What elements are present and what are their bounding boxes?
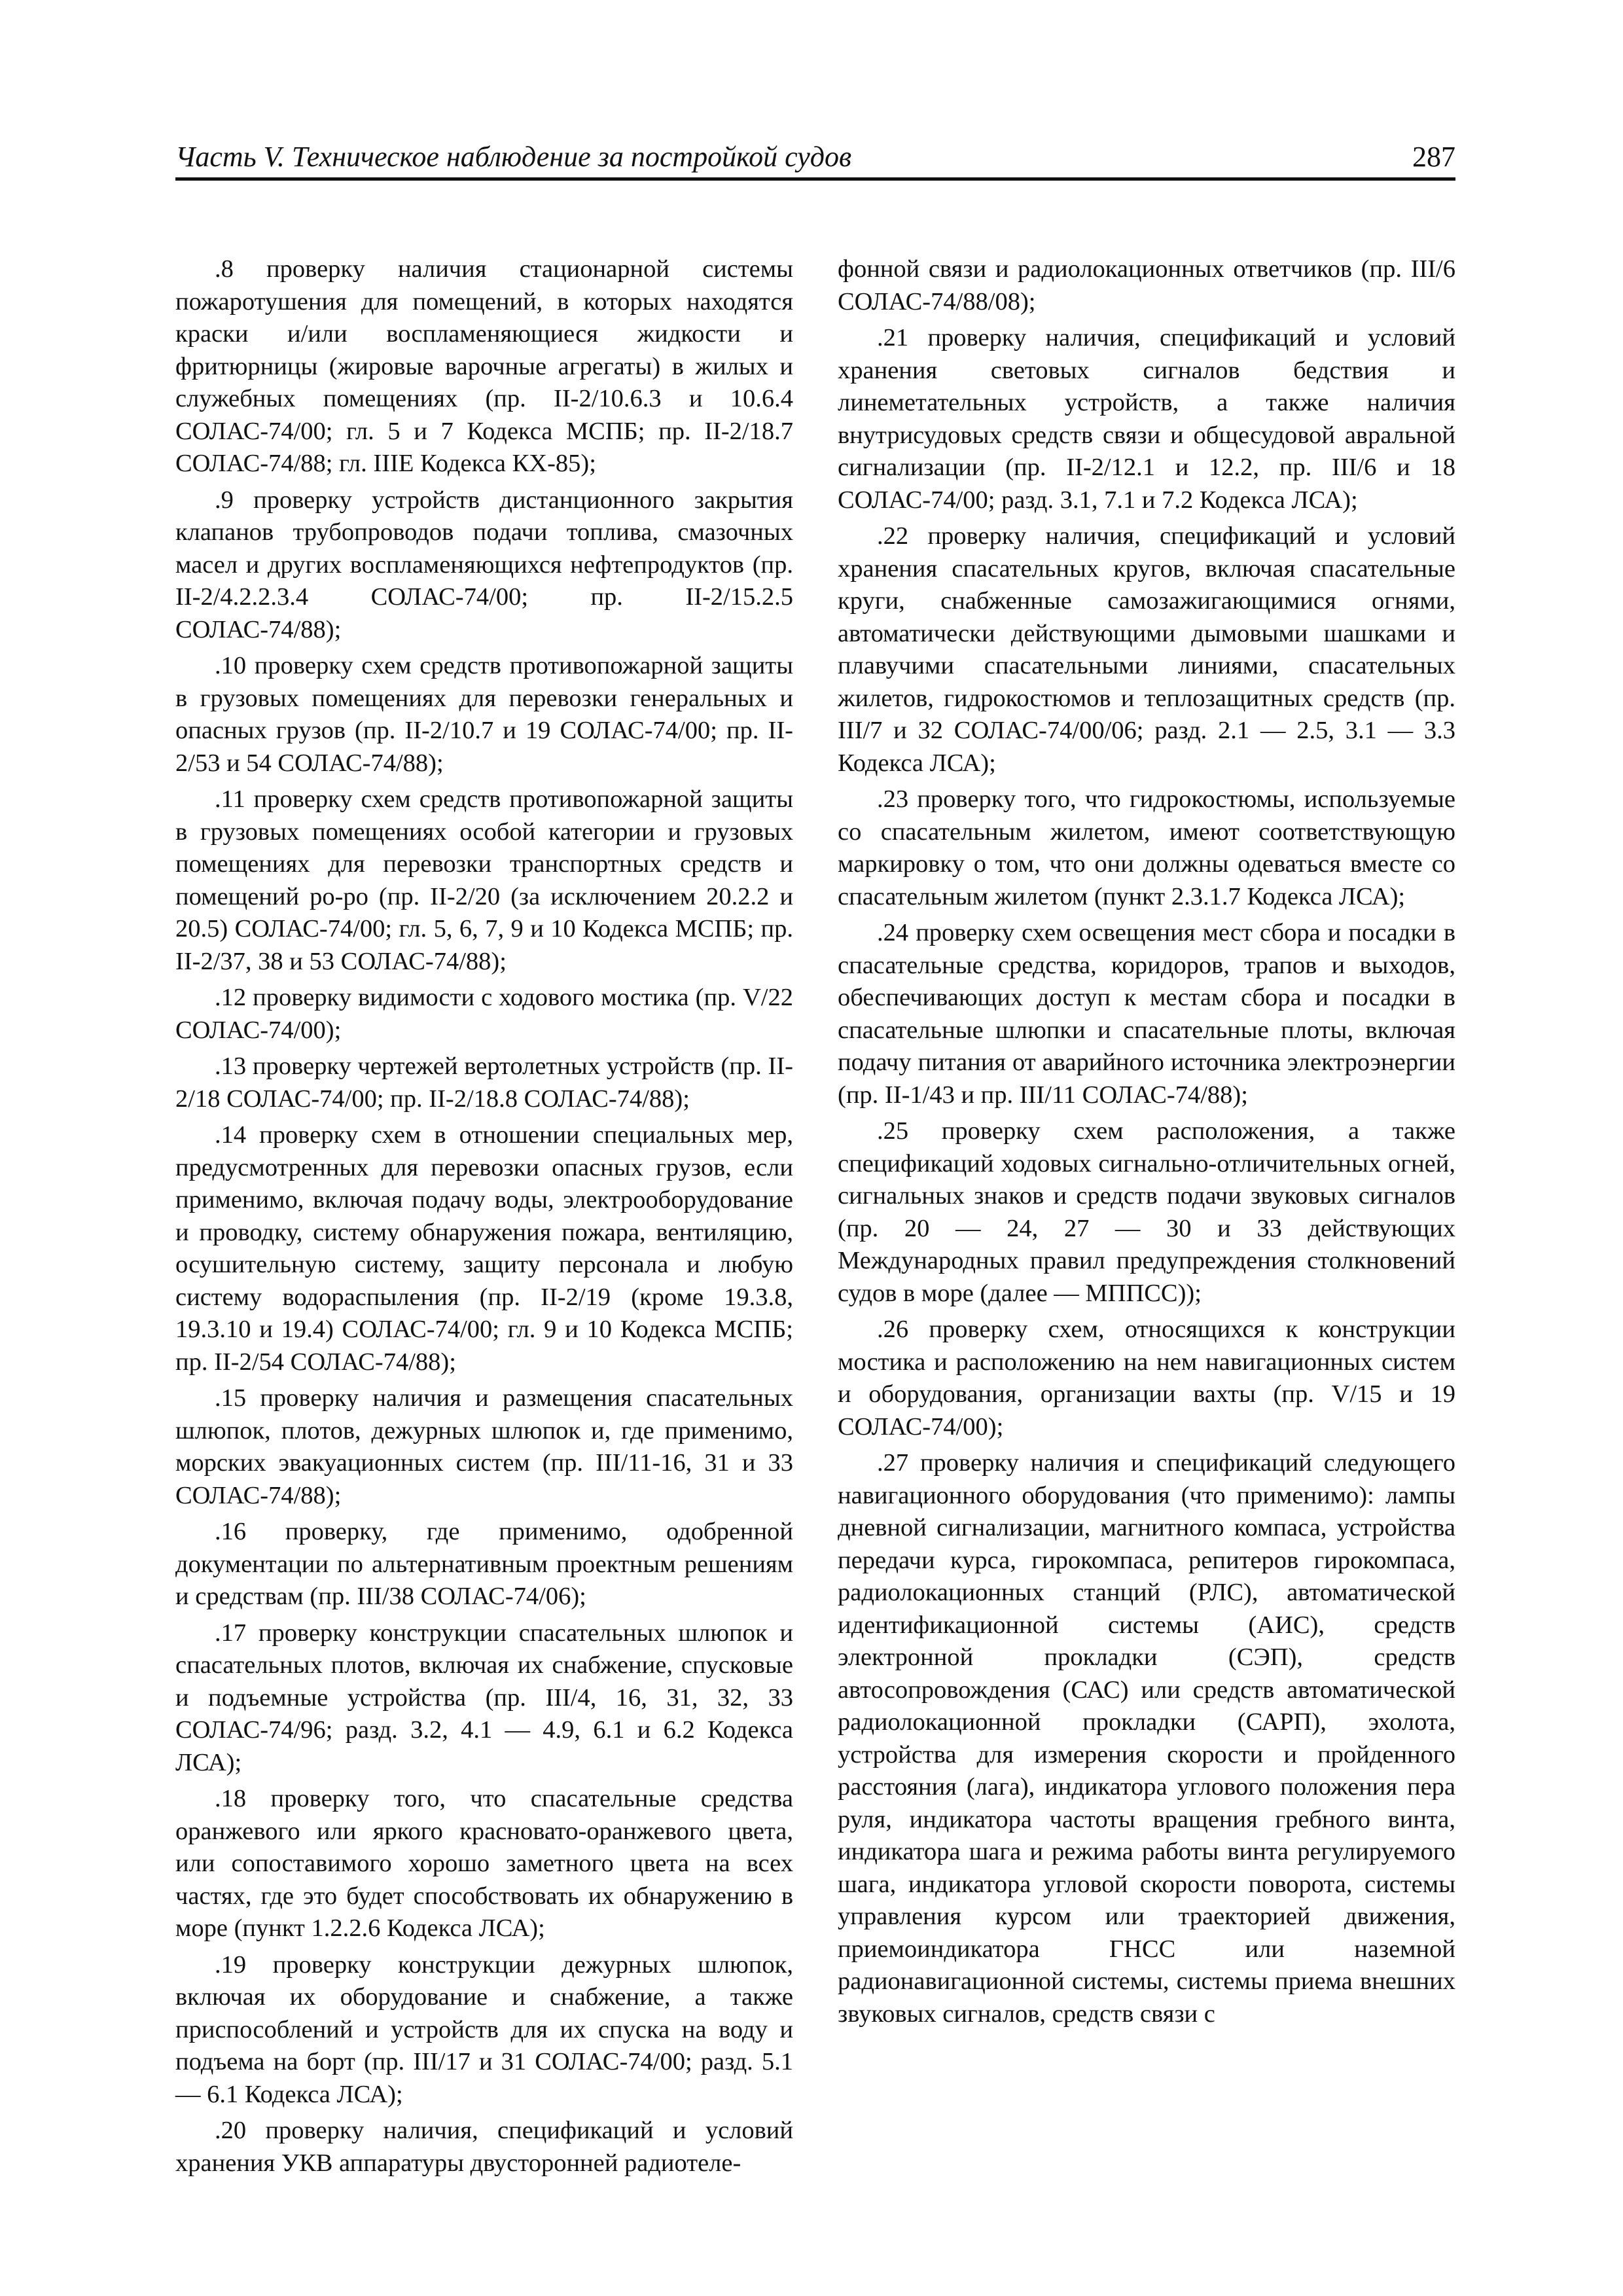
- paragraph-12: .12 проверку видимости с ходового мостика (пр. V/22 СОЛАС-74/00);: [175, 984, 793, 1044]
- right-column: [838, 253, 1455, 2034]
- paragraph-9: .9 проверку устройств дистанционного закрытия клапанов трубопроводов подачи топлива, смазочных масел и других воспламеняющихся нефтепродуктов (пр. II-2/4.2.2.3.4 СОЛАС-74/00; пр. II-2/15.2.5 СОЛАС-74/88);: [175, 486, 793, 643]
- paragraph-17: .17 проверку конструкции спасательных шлюпок и спасательных плотов, включая их снабжение, спусковые и подъемные устройства (пр. III/4, 16, 31, 32, 33 СОЛАС-74/96; разд. 3.2, 4.1 — 4.9, 6.1 и 6.2 Кодекса ЛСА);: [175, 1619, 793, 1776]
- paragraph-14: .14 проверку схем в отношении специальных мер, предусмотренных для перевозки опасных грузов, если применимо, включая подачу воды, электрооборудование и проводку, систему обнаружения пожара, вентиляцию, осушительную систему, защиту персонала и любую систему водораспыления (пр. II-2/19 (кроме 19.3.8, 19.3.10 и 19.4) СОЛАС-74/00; гл. 9 и 10 Кодекса МСПБ; пр. II-2/54 СОЛАС-74/88);: [175, 1121, 793, 1376]
- header-title: Часть V. Техническое наблюдение за постройкой судов: [175, 141, 852, 173]
- paragraph-15: .15 проверку наличия и размещения спасательных шлюпок, плотов, дежурных шлюпок и, где применимо, морских эвакуационных систем (пр. III/11-16, 31 и 33 СОЛАС-74/88);: [175, 1384, 793, 1509]
- header-rule: [175, 177, 1455, 181]
- paragraph-10: .10 проверку схем средств противопожарной защиты в грузовых помещениях для перевозки генеральных и опасных грузов (пр. II-2/10.7 и 19 СОЛАС-74/00; пр. II-2/53 и 54 СОЛАС-74/88);: [175, 652, 793, 777]
- paragraph-21: .21 проверку наличия, спецификаций и условий хранения световых сигналов бедствия и линеметательных устройств, а также наличия внутрисудовых средств связи и общесудовой авральной сигнализации (пр. II-2/12.1 и 12.2, пр. III/6 и 18 СОЛАС-74/00; разд. 3.1, 7.1 и 7.2 Кодекса ЛСА);: [838, 324, 1455, 514]
- left-column: [175, 253, 793, 2183]
- page-number: 287: [1412, 141, 1455, 173]
- paragraph-25: .25 проверку схем расположения, а также спецификаций ходовых сигнально-отличительных огней, сигнальных знаков и средств подачи звуковых сигналов (пр. 20 — 24, 27 — 30 и 33 действующих Международных правил предупреждения столкновений судов в море (далее — МППСС));: [838, 1117, 1455, 1307]
- paragraph-23: .23 проверку того, что гидрокостюмы, используемые со спасательным жилетом, имеют соответствующую маркировку о том, что они должны одеваться вместе со спасательным жилетом (пункт 2.3.1.7 Кодекса ЛСА);: [838, 785, 1455, 910]
- paragraph-19: .19 проверку конструкции дежурных шлюпок, включая их оборудование и снабжение, а также приспособлений и устройств для их спуска на воду и подъема на борт (пр. III/17 и 31 СОЛАС-74/00; разд. 5.1 — 6.1 Кодекса ЛСА);: [175, 1950, 793, 2108]
- running-header: [175, 137, 1455, 177]
- paragraph-11: .11 проверку схем средств противопожарной защиты в грузовых помещениях особой категории и грузовых помещениях для перевозки транспортных средств и помещений ро-ро (пр. II-2/20 (за исключением 20.2.2 и 20.5) СОЛАС-74/00; гл. 5, 6, 7, 9 и 10 Кодекса МСПБ; пр. II-2/37, 38 и 53 СОЛАС-74/88);: [175, 785, 793, 975]
- paragraph-13: .13 проверку чертежей вертолетных устройств (пр. II-2/18 СОЛАС-74/00; пр. II-2/18.8 СОЛАС-74/88);: [175, 1052, 793, 1113]
- paragraph-27: .27 проверку наличия и спецификаций следующего навигационного оборудования (что применимо): лампы дневной сигнализации, магнитного компаса, устройства передачи курса, гирокомпаса, репитеров гирокомпаса, радиолокационных станций (РЛС), автоматической идентификационной системы (АИС), средств электронной прокладки (СЭП), средств автосопровождения (САС) или средств автоматической радиолокационной прокладки (САРП), эхолота, устройства для измерения скорости и пройденного расстояния (лага), индикатора углового положения пера руля, индикатора частоты вращения гребного винта, индикатора шага и режима работы винта регулируемого шага, индикатора угловой скорости поворота, системы управления курсом или траекторией движения, приемоиндикатора ГНСС или наземной радионавигационной системы, системы приема внешних звуковых сигналов, средств связи с: [838, 1449, 1455, 2028]
- paragraph-24: .24 проверку схем освещения мест сбора и посадки в спасательные средства, коридоров, трапов и выходов, обеспечивающих доступ к местам сбора и посадки в спасательные шлюпки и спасательные плоты, включая подачу питания от аварийного источника электроэнергии (пр. II-1/43 и пр. III/11 СОЛАС-74/88);: [838, 919, 1455, 1109]
- paragraph-8: .8 проверку наличия стационарной системы пожаротушения для помещений, в которых находятся краски и/или воспламеняющиеся жидкости и фритюрницы (жировые варочные агрегаты) в жилых и служебных помещениях (пр. II-2/10.6.3 и 10.6.4 СОЛАС-74/00; гл. 5 и 7 Кодекса МСПБ; пр. II-2/18.7 СОЛАС-74/88; гл. IIIЕ Кодекса КХ-85);: [175, 255, 793, 477]
- paragraph-18: .18 проверку того, что спасательные средства оранжевого или яркого красновато-оранжевого цвета, или сопоставимого хорошо заметного цвета на всех частях, где это будет способствовать их обнаружению в море (пункт 1.2.2.6 Кодекса ЛСА);: [175, 1785, 793, 1942]
- paragraph-20: .20 проверку наличия, спецификаций и условий хранения УКВ аппаратуры двусторонней радиотеле-: [175, 2117, 793, 2177]
- paragraph-16: .16 проверку, где применимо, одобренной документации по альтернативным проектным решениям и средствам (пр. III/38 СОЛАС-74/06);: [175, 1518, 793, 1610]
- paragraph-22: .22 проверку наличия, спецификаций и условий хранения спасательных кругов, включая спасательные круги, снабженные самозажигающимися огнями, автоматически действующими дымовыми шашками и плавучими спасательными линиями, спасательных жилетов, гидрокостюмов и теплозащитных средств (пр. III/7 и 32 СОЛАС-74/00/06; разд. 2.1 — 2.5, 3.1 — 3.3 Кодекса ЛСА);: [838, 522, 1455, 777]
- paragraph-26: .26 проверку схем, относящихся к конструкции мостика и расположению на нем навигационных систем и оборудования, организации вахты (пр. V/15 и 19 СОЛАС-74/00);: [838, 1316, 1455, 1441]
- paragraph-20-continuation: фонной связи и радиолокационных ответчиков (пр. III/6 СОЛАС-74/88/08);: [838, 255, 1455, 315]
